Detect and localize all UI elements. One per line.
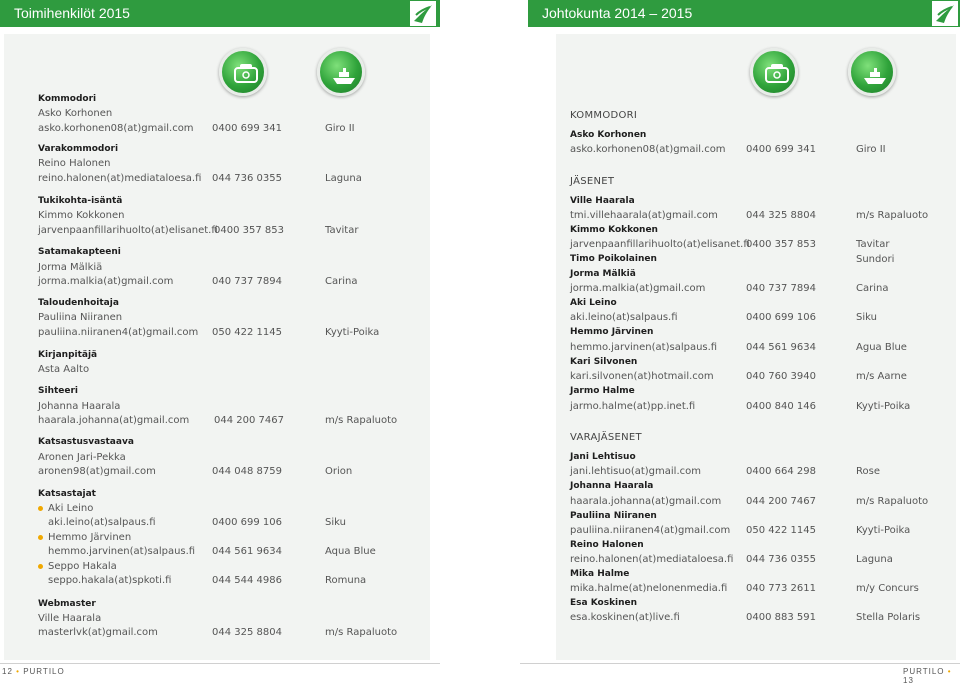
email-link[interactable]: seppo.hakala(at)spkoti.fi [48,575,172,586]
right-page-header [528,0,960,27]
footer-brand: PURTILO [23,667,65,676]
email-link[interactable]: hemmo.jarvinen(at)salpaus.fi [48,546,196,557]
boat-name: Agua Blue [856,342,907,353]
phone-number: 044 544 4986 [212,575,282,586]
page-number: 13 [903,676,914,685]
footer-brand: PURTILO [903,667,945,676]
phone-number: 0400 699 106 [212,517,282,528]
boat-name: Siku [325,517,346,528]
role-label: Sihteeri [38,386,79,396]
left-page-footer [2,667,65,676]
person-name: Asko Korhonen [38,108,113,119]
email-link[interactable]: jani.lehtisuo(at)gmail.com [570,466,701,477]
person-name: Jorma Mälkiä [570,269,636,279]
phone-number: 0400 357 853 [214,225,284,236]
email-link[interactable]: haarala.johanna(at)gmail.com [38,415,190,426]
boat-name: Stella Polaris [856,612,921,623]
bullet-icon [38,535,43,540]
boat-name: Aqua Blue [325,546,376,557]
boat-name: Laguna [325,173,362,184]
email-link[interactable]: asko.korhonen08(at)gmail.com [570,144,726,155]
section-heading-kommodori: KOMMODORI [570,110,638,121]
phone-number: 0400 699 341 [212,123,282,134]
person-name: Esa Koskinen [570,598,638,608]
boat-name: Carina [325,276,358,287]
role-label: Taloudenhoitaja [38,298,119,308]
footer-rule [0,663,440,664]
phone-number: 0400 664 298 [746,466,816,477]
phone-number: 044 200 7467 [746,496,816,507]
email-link[interactable]: jorma.malkia(at)gmail.com [38,276,174,287]
boat-name: m/y Concurs [856,583,919,594]
person-name: Jarmo Halme [570,386,635,396]
email-link[interactable]: reino.halonen(at)mediataloesa.fi [38,173,202,184]
email-link[interactable]: pauliina.niiranen4(at)gmail.com [570,525,731,536]
email-link[interactable]: hemmo.jarvinen(at)salpaus.fi [570,342,718,353]
right-page-footer [903,667,960,685]
boat-name: Kyyti-Poika [856,401,911,412]
boat-name: m/s Rapaluoto [325,415,398,426]
boat-name: Carina [856,283,889,294]
left-page-header [0,0,440,27]
boat-name: Siku [856,312,877,323]
role-label: Satamakapteeni [38,247,121,257]
email-link[interactable]: kari.silvonen(at)hotmail.com [570,371,714,382]
role-label: Katsastajat [38,489,96,499]
person-name: Kimmo Kokkonen [570,225,658,235]
footer-dot-icon: • [16,667,20,676]
role-label: Kommodori [38,94,97,104]
phone-number: 044 325 8804 [746,210,816,221]
phone-number: 044 561 9634 [212,546,282,557]
boat-name: m/s Aarne [856,371,907,382]
person-name: Aki Leino [48,503,94,514]
person-name: Aronen Jari-Pekka [38,452,126,463]
email-link[interactable]: haarala.johanna(at)gmail.com [570,496,722,507]
boat-name: Giro II [856,144,886,155]
phone-number: 044 736 0355 [212,173,282,184]
phone-number: 0400 699 106 [746,312,816,323]
telephone-icon [219,48,267,96]
footer-dot-icon: • [947,667,952,676]
person-name: Kimmo Kokkonen [38,210,125,221]
phone-number: 044 325 8804 [212,627,282,638]
boat-icon [848,48,896,96]
person-name: Seppo Hakala [48,561,117,572]
email-link[interactable]: reino.halonen(at)mediataloesa.fi [570,554,734,565]
email-link[interactable]: masterlvk(at)gmail.com [38,627,158,638]
person-name: Jorma Mälkiä [38,262,103,273]
role-label: Varakommodori [38,144,119,154]
person-name: Johanna Haarala [570,481,654,491]
bullet-icon [38,506,43,511]
role-label: Webmaster [38,599,96,609]
person-name: Pauliina Niiranen [38,312,123,323]
role-label: Katsastusvastaava [38,437,134,447]
phone-number: 050 422 1145 [746,525,816,536]
phone-number: 0400 840 146 [746,401,816,412]
phone-number: 0400 883 591 [746,612,816,623]
bullet-icon [38,564,43,569]
person-name: Johanna Haarala [38,401,121,412]
club-logo-icon [410,1,436,26]
club-logo-icon [932,1,958,26]
person-name: Ville Haarala [570,196,635,206]
telephone-icon [750,48,798,96]
email-link[interactable]: jarmo.halme(at)pp.inet.fi [570,401,696,412]
email-link[interactable]: asko.korhonen08(at)gmail.com [38,123,194,134]
boat-name: Tavitar [856,239,890,250]
boat-name: Rose [856,466,880,477]
boat-name: m/s Rapaluoto [325,627,398,638]
left-page-title: Toimihenkilöt 2015 [14,5,130,21]
person-name: Mika Halme [570,569,630,579]
email-link[interactable]: mika.halme(at)nelonenmedia.fi [570,583,728,594]
person-name: Hemmo Järvinen [48,532,132,543]
person-name: Aki Leino [570,298,617,308]
email-link[interactable]: esa.koskinen(at)live.fi [570,612,680,623]
person-name: Jani Lehtisuo [570,452,636,462]
phone-number: 044 200 7467 [214,415,284,426]
boat-name: Sundori [856,254,895,265]
boat-name: Romuna [325,575,367,586]
phone-number: 040 737 7894 [746,283,816,294]
phone-number: 040 737 7894 [212,276,282,287]
email-link[interactable]: aronen98(at)gmail.com [38,466,156,477]
phone-number: 040 773 2611 [746,583,816,594]
phone-number: 0400 699 341 [746,144,816,155]
boat-name: Giro II [325,123,355,134]
boat-name: m/s Rapaluoto [856,210,929,221]
page-number: 12 [2,667,13,676]
person-name: Reino Halonen [570,540,644,550]
email-link[interactable]: jarvenpaanfillarihuolto(at)elisanet.fi [570,239,750,250]
email-link[interactable]: pauliina.niiranen4(at)gmail.com [38,327,199,338]
boat-icon [317,48,365,96]
person-name: Pauliina Niiranen [570,511,657,521]
phone-number: 044 561 9634 [746,342,816,353]
right-page-title: Johtokunta 2014 – 2015 [542,5,693,21]
person-name: Kari Silvonen [570,357,638,367]
boat-name: Orion [325,466,353,477]
boat-name: Laguna [856,554,893,565]
phone-number: 044 048 8759 [212,466,282,477]
email-link[interactable]: aki.leino(at)salpaus.fi [570,312,678,323]
person-name: Timo Poikolainen [570,254,657,264]
person-name: Reino Halonen [38,158,111,169]
role-label: Tukikohta-isäntä [38,196,123,206]
role-label: Kirjanpitäjä [38,350,98,360]
boat-name: m/s Rapaluoto [856,496,929,507]
boat-name: Tavitar [325,225,359,236]
boat-name: Kyyti-Poika [856,525,911,536]
phone-number: 040 760 3940 [746,371,816,382]
email-link[interactable]: aki.leino(at)salpaus.fi [48,517,156,528]
person-name: Asko Korhonen [570,130,647,140]
email-link[interactable]: tmi.villehaarala(at)gmail.com [570,210,718,221]
phone-number: 044 736 0355 [746,554,816,565]
footer-rule [520,663,960,664]
person-name: Ville Haarala [38,613,102,624]
email-link[interactable]: jarvenpaanfillarihuolto(at)elisanet.fi [38,225,218,236]
section-heading-varajasenet: VARAJÄSENET [570,432,642,443]
email-link[interactable]: jorma.malkia(at)gmail.com [570,283,706,294]
person-name: Asta Aalto [38,364,90,375]
person-name: Hemmo Järvinen [570,327,654,337]
boat-name: Kyyti-Poika [325,327,380,338]
phone-number: 050 422 1145 [212,327,282,338]
section-heading-jasenet: JÄSENET [570,176,615,187]
phone-number: 0400 357 853 [746,239,816,250]
